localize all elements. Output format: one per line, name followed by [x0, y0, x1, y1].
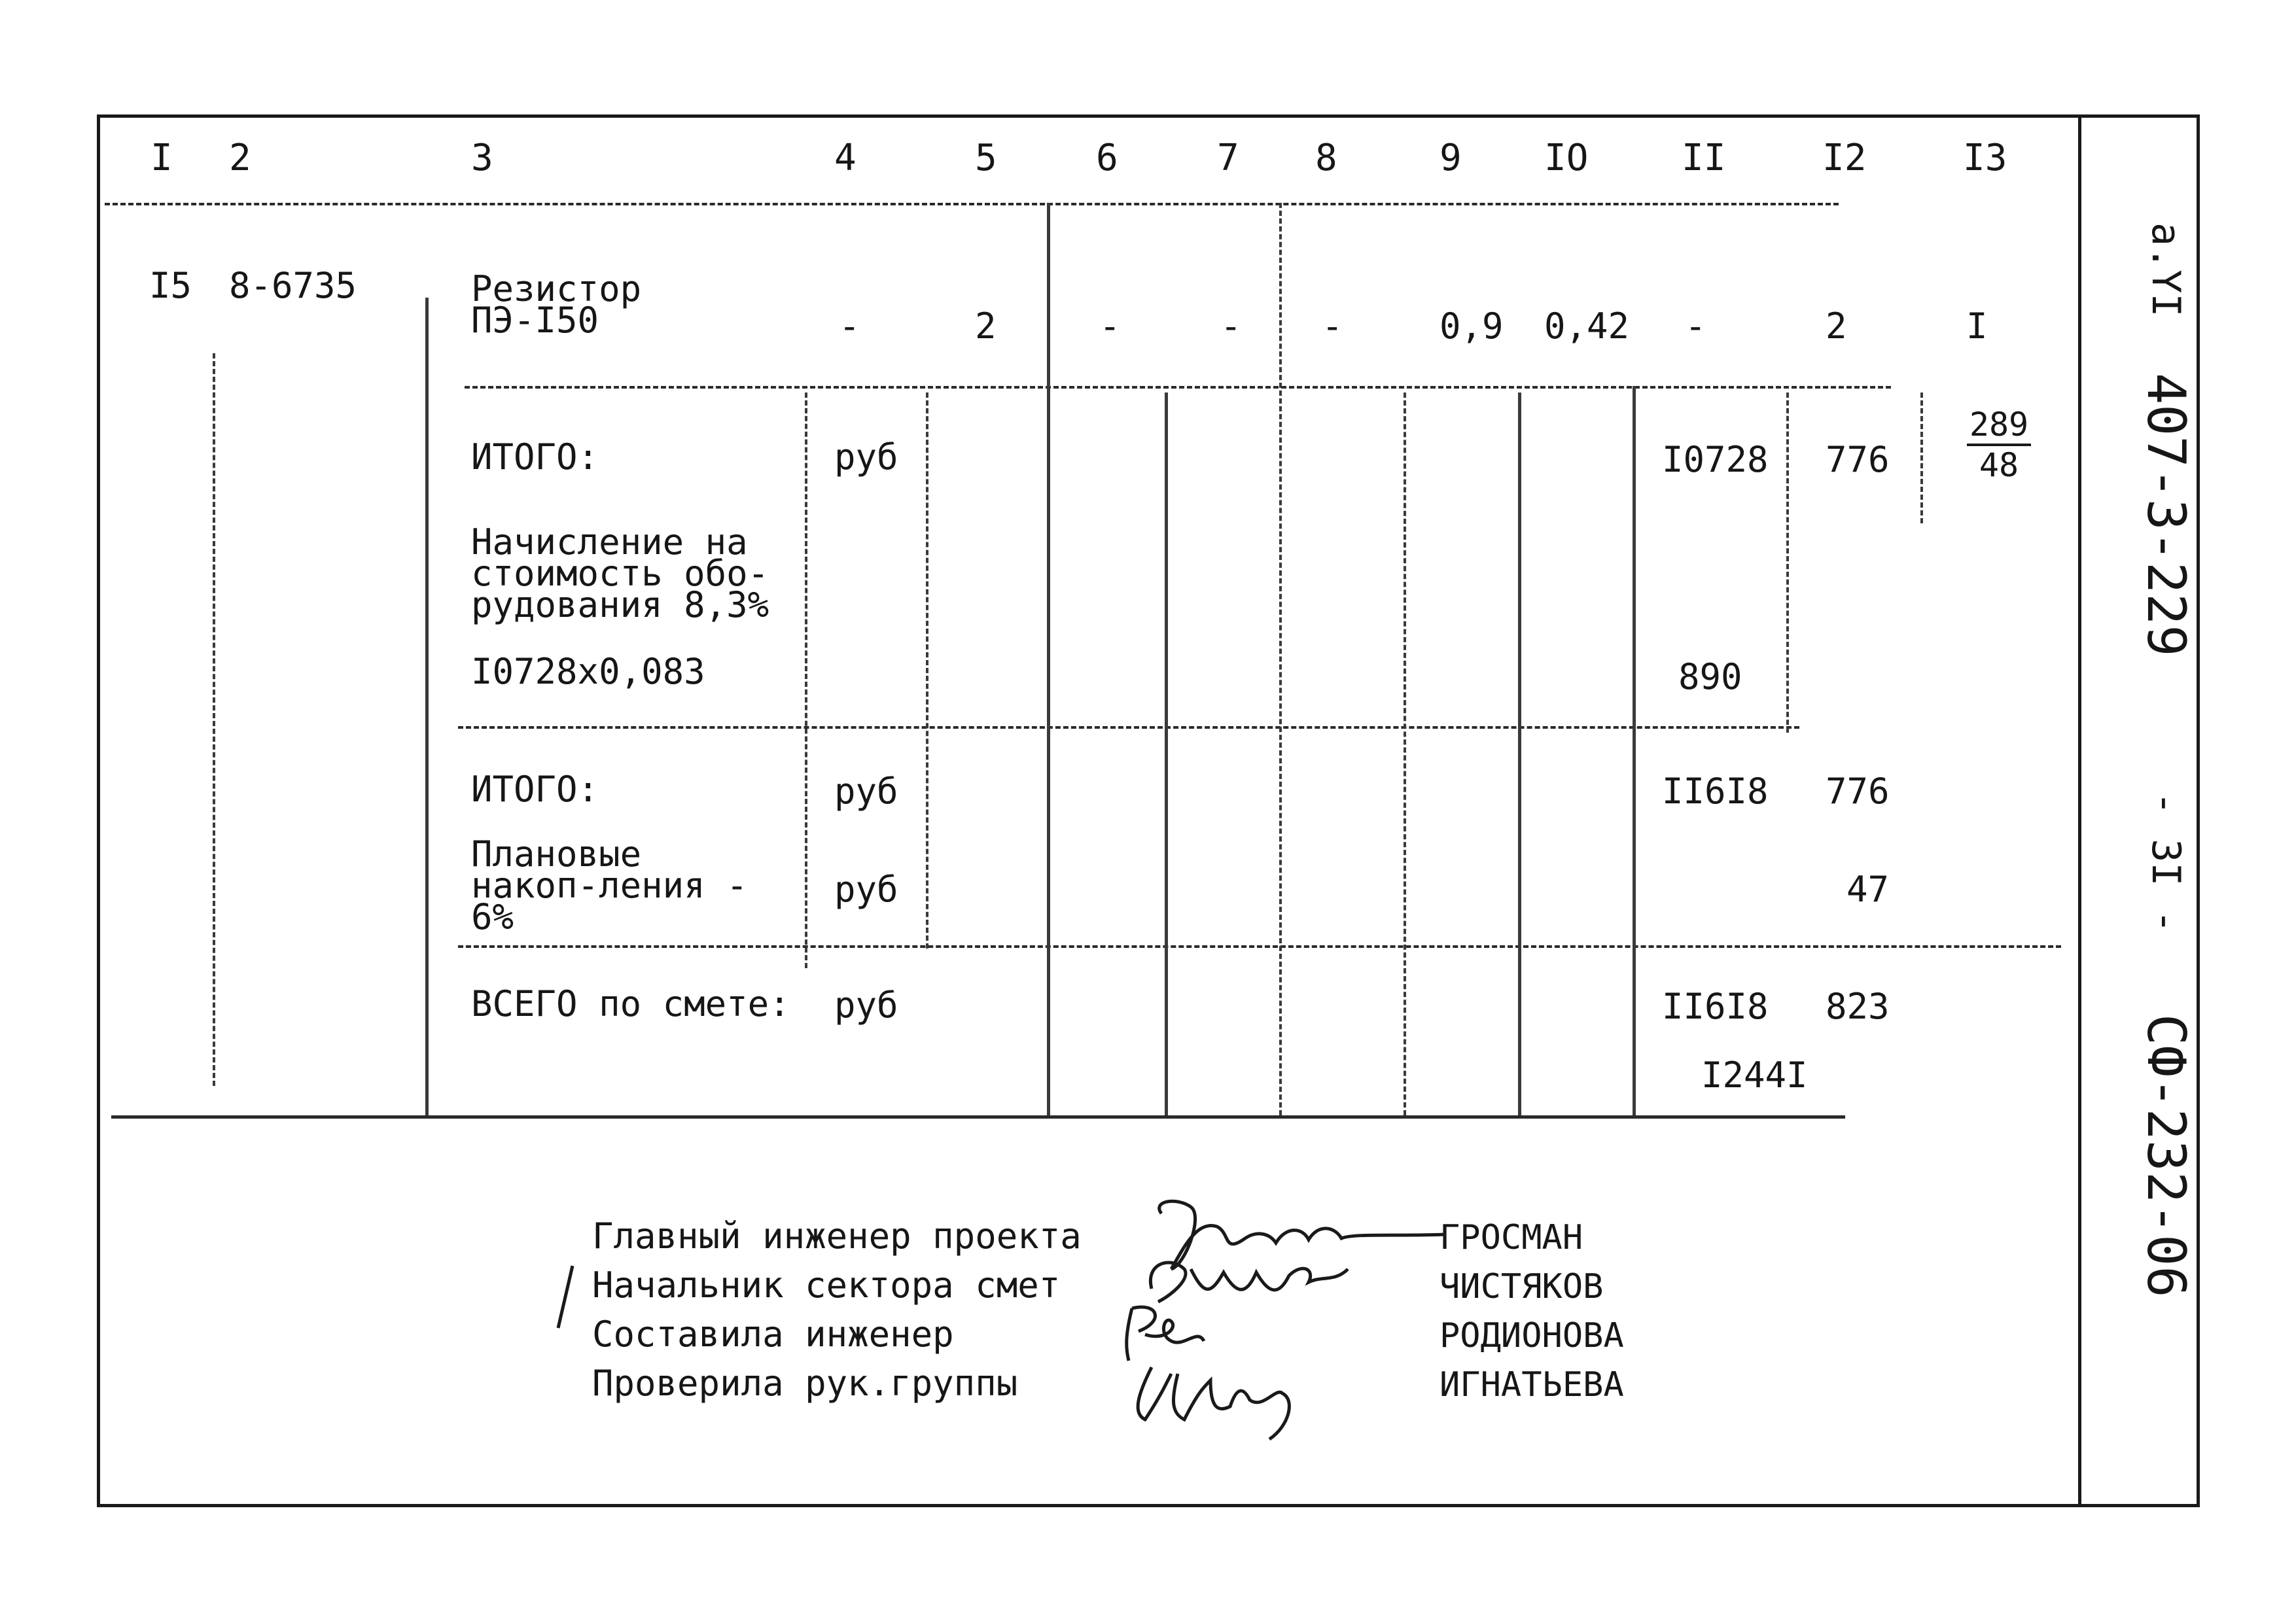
col-header-11: II	[1682, 137, 1726, 179]
total2-label: ИТОГО:	[471, 769, 599, 810]
item-code: 8-6735	[229, 265, 357, 306]
side-divider	[2078, 114, 2081, 1507]
fraction-denominator: 48	[1979, 446, 2019, 484]
col-header-8: 8	[1315, 137, 1337, 179]
total1-col-12: 776	[1826, 439, 1890, 480]
side-stamp	[2094, 196, 2212, 1374]
col-rule-11	[1633, 386, 1636, 1115]
grand-col-12: 823	[1826, 986, 1890, 1027]
col-rule-13	[1920, 393, 1923, 523]
col-header-13: I3	[1963, 137, 2007, 179]
planned-label: Плановые накоп-ления - 6%	[471, 833, 748, 937]
item-col-9: 0,9	[1439, 305, 1504, 347]
surcharge-col-11: 890	[1678, 656, 1742, 697]
total2-col-11: II6I8	[1662, 771, 1769, 812]
signature-role-2: Начальник сектора смет	[592, 1265, 1061, 1306]
side-project: 407-3-229	[2136, 373, 2197, 657]
signature-name-2: ЧИСТЯКОВ	[1439, 1267, 1604, 1306]
item-col-13: I	[1966, 305, 1988, 347]
side-page: - 3I -	[2143, 792, 2189, 934]
total1-col-11: I0728	[1662, 439, 1769, 480]
item-col-6: -	[1099, 305, 1121, 347]
item-col-12: 2	[1826, 305, 1847, 347]
col-rule-2	[213, 353, 215, 1086]
item-col-10: 0,42	[1544, 305, 1630, 347]
side-code: СФ-232-06	[2136, 1014, 2197, 1298]
col-header-7: 7	[1217, 137, 1239, 179]
item-col-5: 2	[975, 305, 997, 347]
row-rule-3	[458, 945, 2061, 948]
handwritten-signature-4	[1125, 1348, 1335, 1446]
side-sheet: a.YI	[2143, 222, 2189, 317]
grand-label: ВСЕГО по смете:	[471, 983, 790, 1024]
col-rule-9	[1404, 393, 1406, 1115]
signature-name-3: РОДИОНОВА	[1439, 1316, 1624, 1355]
item-number: I5	[149, 265, 192, 306]
signature-role-3: Составила инженер	[592, 1314, 954, 1355]
col-header-12: I2	[1822, 137, 1867, 179]
col-header-1: I	[150, 137, 173, 179]
col-rule-8	[1279, 203, 1282, 1115]
surcharge-formula: I0728x0,083	[471, 651, 705, 692]
row-rule-2	[458, 726, 1799, 729]
fraction-numerator: 289	[1967, 406, 2031, 446]
total2-col-12: 776	[1826, 771, 1890, 812]
grand-sum: I244I	[1701, 1055, 1808, 1096]
col-rule-10	[1518, 393, 1521, 1115]
col-rule-12	[1786, 393, 1789, 733]
total1-col-13-fraction	[1953, 406, 2045, 484]
col-rule-3	[425, 298, 429, 1115]
planned-col-12: 47	[1846, 869, 1890, 910]
col-rule-7	[1165, 393, 1168, 1115]
col-header-3: 3	[471, 137, 493, 179]
planned-unit: руб	[834, 869, 898, 910]
item-col-8: -	[1322, 305, 1343, 347]
grand-col-11: II6I8	[1662, 986, 1769, 1027]
col-header-6: 6	[1096, 137, 1118, 179]
total1-unit: руб	[834, 436, 898, 478]
total2-unit: руб	[834, 771, 898, 812]
signature-name-4: ИГНАТЬЕВА	[1439, 1365, 1624, 1405]
col-rule-4	[805, 393, 807, 968]
signature-role-1: Главный инженер проекта	[592, 1215, 1082, 1257]
surcharge-label: Начисление на стоимость обо-рудования 8,3%	[471, 521, 769, 625]
item-col-11: -	[1685, 305, 1706, 347]
col-header-9: 9	[1439, 137, 1462, 179]
item-col-7: -	[1220, 305, 1242, 347]
row-rule-1	[465, 386, 1891, 389]
item-col-4: -	[839, 305, 860, 347]
table-bottom-rule	[111, 1115, 1845, 1119]
col-header-10: IO	[1544, 137, 1589, 179]
signature-role-4: Проверила рук.группы	[592, 1363, 1018, 1404]
col-header-5: 5	[975, 137, 997, 179]
col-header-2: 2	[229, 137, 251, 179]
header-rule	[105, 203, 1839, 205]
item-name: Резистор ПЭ-I50	[471, 268, 642, 341]
col-rule-6	[1047, 203, 1050, 1115]
grand-unit: руб	[834, 985, 898, 1026]
signature-name-1: ГРОСМАН	[1439, 1218, 1583, 1257]
total1-label: ИТОГО:	[471, 436, 599, 478]
col-header-4: 4	[834, 137, 857, 179]
col-rule-5	[926, 393, 928, 949]
margin-tick-mark	[553, 1263, 579, 1335]
